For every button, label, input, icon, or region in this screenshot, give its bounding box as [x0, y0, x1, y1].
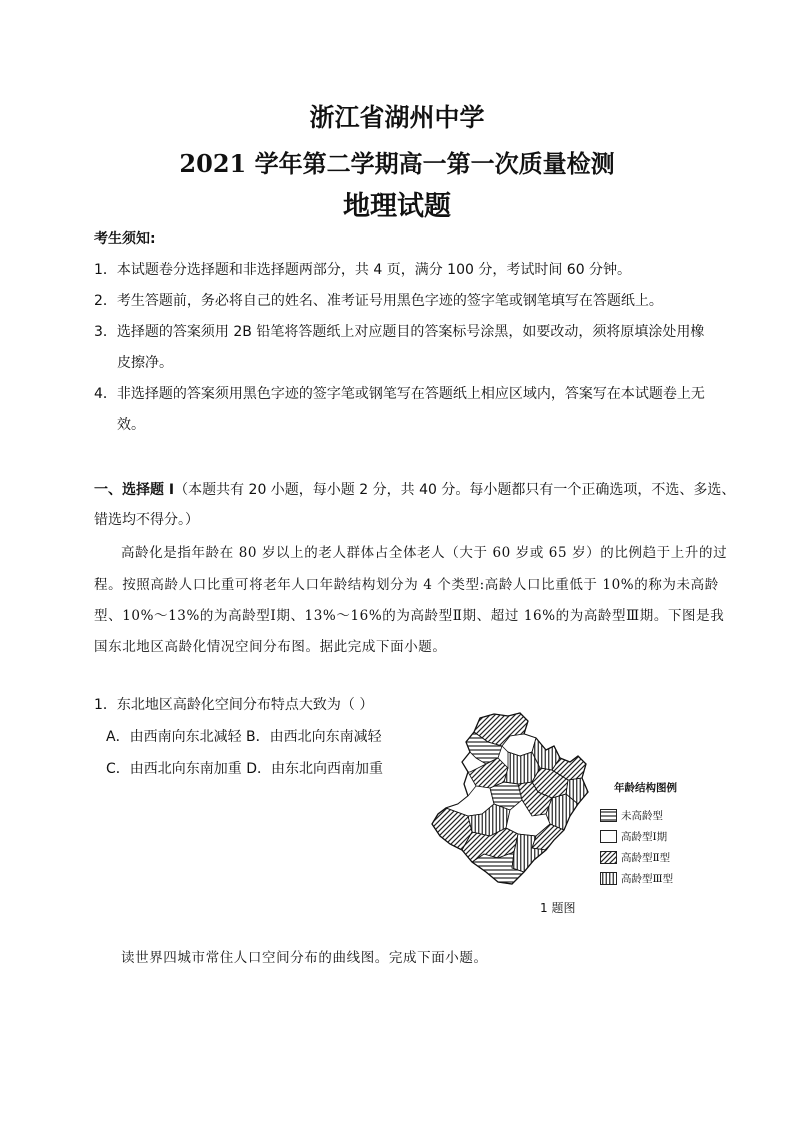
- figure-caption: 1 题图: [540, 901, 576, 915]
- section-heading-line: [94, 479, 735, 499]
- notice-item-4: 4．非选择题的答案须用黑色字迹的签字笔或钢笔写在答题纸上相应区域内，答案写在本试题卷上无: [94, 386, 705, 402]
- school-title: 浙江省湖州中学: [309, 103, 485, 132]
- passage2-line1: 读世界四城市常住人口空间分布的曲线图。完成下面小题。: [121, 950, 488, 966]
- subject-title: 地理试题: [343, 191, 451, 222]
- legend-swatch-diagonal: [600, 851, 617, 864]
- section-heading: 一、选择题 I: [94, 482, 175, 498]
- legend-swatch-horizontal: [600, 809, 617, 822]
- northeast-china-aging-map: [428, 712, 604, 890]
- notice-item-3: 3．选择题的答案须用 2B 铅笔将答题纸上对应题目的答案标号涂黑，如要改动，须将原填涂处用橡: [94, 324, 705, 340]
- notice-item-4-cont: 效。: [117, 417, 145, 433]
- question1-stem: 1．东北地区高龄化空间分布特点大致为（ ）: [94, 697, 374, 713]
- section-desc: （本题共有 20 小题，每小题 2 分，共 40 分。每小题都只有一个正确选项，不选、多选、: [174, 482, 736, 498]
- notice-item-2: 2．考生答题前，务必将自己的姓名、准考证号用黑色字迹的签字笔或钢笔填写在答题纸上。: [94, 293, 663, 309]
- passage1-line1: 高龄化是指年龄在 80 岁以上的老人群体占全体老人（大于 60 岁或 65 岁）的比例趋于上升的过: [121, 545, 728, 561]
- legend-title: 年龄结构图例: [614, 782, 677, 794]
- section-desc-cont: 错选均不得分。）: [94, 512, 199, 528]
- notice-item-3-cont: 皮擦净。: [117, 355, 173, 371]
- passage1-line2: 程。按照高龄人口比重可将老年人口年龄结构划分为 4 个类型:高龄人口比重低于 10%的称为未高龄: [94, 577, 719, 593]
- exam-title: 2021 学年第二学期高一第一次质量检测: [179, 149, 615, 178]
- notice-item-1: 1．本试题卷分选择题和非选择题两部分，共 4 页，满分 100 分，考试时间 60 分钟。: [94, 262, 632, 278]
- notice-title: 考生须知:: [94, 231, 156, 247]
- question1-options-cd: C．由西北向东南加重 D．由东北向西南加重: [106, 761, 384, 777]
- passage1-line3: 型、10%～13%的为高龄型Ⅰ期、13%～16%的为高龄型Ⅱ期、超过 16%的为高龄型Ⅲ期。下图是我: [94, 608, 725, 624]
- legend-swatch-blank: [600, 830, 617, 843]
- legend-swatch-vertical: [600, 872, 617, 885]
- passage1-line4: 国东北地区高龄化情况空间分布图。据此完成下面小题。: [94, 639, 447, 655]
- question1-options-ab: A．由西南向东北减轻 B．由西北向东南减轻: [106, 729, 382, 745]
